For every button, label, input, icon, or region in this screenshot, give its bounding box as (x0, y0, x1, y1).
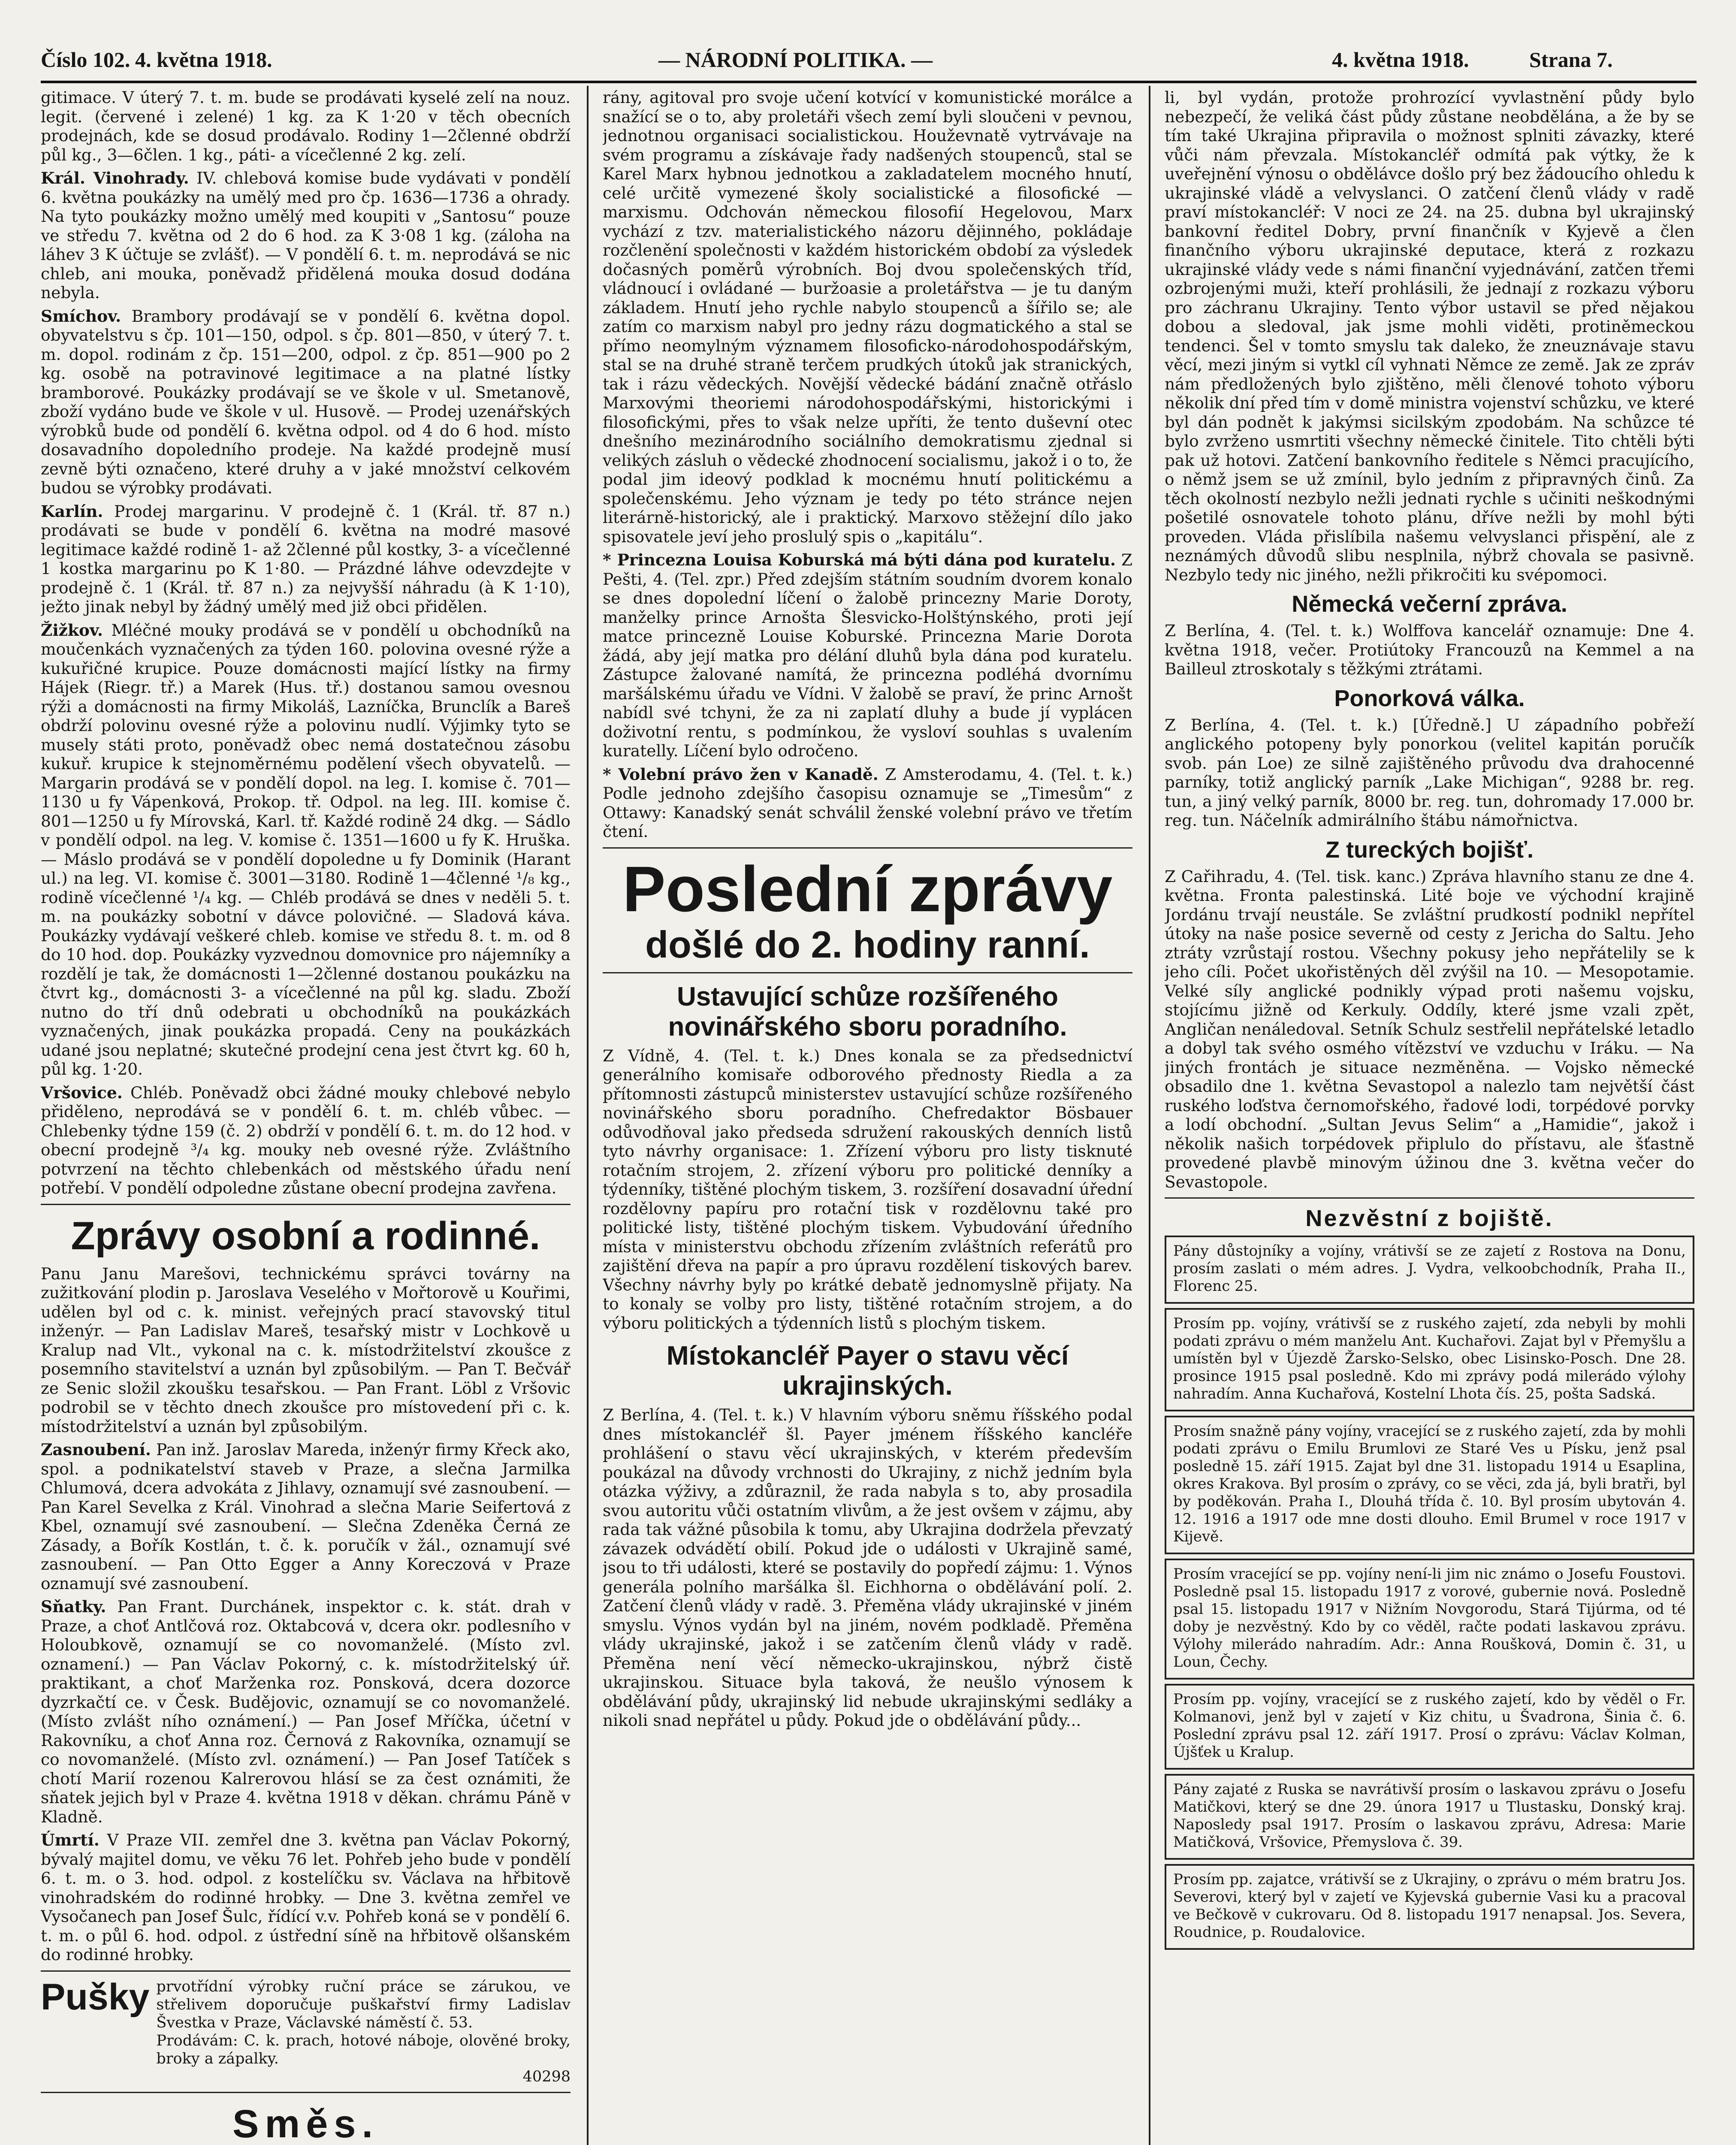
notice: Prosím pp. vojíny, vrátivší se z ruského zajetí, zda nebyli by mohli podati zprávu o mém manželu Ant. Kuchařovi. Zajat byl v Přemyšlu a umístěn byl v Újezdě Žarsko-Selsko, obec Lisinsko-Posch. Dne 28. prosince 1915 psal posledně. Kdo mi zprávy podá milerádo výlohy nahradím. Anna Kuchařová, Kostelní Lhota čís. 25, pošta Sadská. (1173, 1315, 1686, 1402)
article-paragraph: Z Berlína, 4. (Tel. t. k.) [Úředně.] U západního pobřeží anglického potopeny byly ponorkou (velitel kapitán poručík svob. pán Loe) ze silně zajištěného průvodu dva drahocenné parníky, totiž anglický parník „Lake Michigan“, 9288 br. reg. tun, a jiný velký parník, 8000 br. reg. tun, dohromady 17.000 br. reg. tun. Náčelník admirálního štábu námořnictva. (1165, 715, 1694, 830)
paragraph-lead: Smíchov. (41, 306, 121, 326)
article-paragraph: Z Berlína, 4. (Tel. t. k.) V hlavním výboru sněmu říšského podal dnes místokancléř šl. Payer jménem říšského kancléře prohlášení o stavu věcí ukrajinských, v kterém především poukázal na důvody vrchnosti do Ukrajiny, z nichž jedním byla otázka výživy, a zdůraznil, že rada nabyla s to, aby prosadila svou autoritu vůči ostatním vlivům, a že jest ovšem v zájmu, aby rada tak vážné působila k tomu, aby Ukrajina dodržela převzatý závazek odvádětí obilí. Pokud jde o události v Ukrajině samé, jsou to tři události, které se postavily do popředí zájmu: 1. Výnos generála polního maršálka šl. Eichhorna o obdělávání polí. 2. Zatčení členů vlády v radě. 3. Přeměna vlády ukrajinské v jiném smyslu. Výnos vydán byl na jiném, novém podkladě. Přeměna vlády ukrajinské, jakož i se zatčením členů vlády v radě. Přeměna není věcí německo-ukrajinskou, nýbrž čistě ukrajinskou. Situace byla taková, že neušlo výnosem k obdělávání půdy, ukrajinský lid nebude ukrajinskými sedláky a nikoli snad nepřátel u půdy. Pokud jde o obdělávání půdy... (603, 1405, 1132, 1730)
article-paragraph (41, 169, 571, 302)
column-divider-2 (1149, 86, 1150, 2145)
late-news-title: Poslední zprávy (622, 852, 1113, 925)
article-paragraph (41, 621, 571, 1079)
ad-line: prvotřídní výrobky ruční práce se zárukou, ve střelivem doporučuje puškařství firmy Ladislav Švestka v Praze, Václavské náměstí č. 53. (156, 1978, 571, 2031)
notice-box (1165, 1864, 1694, 1950)
section-heading-personal: Zprávy osobní a rodinné. (71, 1214, 540, 1258)
paragraph-lead: Žižkov. (41, 620, 103, 640)
article-paragraph: Panu Janu Marešovi, technickému správci továrny na zužitkování plodin p. Jaroslava Veselého v Mořtorově u Kouřimi, udělen byl od c. k. minist. veřejných prací stavovský titul inženýr. — Pan Ladislav Mareš, tesařský mistr v Lochkově u Kralup nad Vlt., vykonal na c. k. místodržitelství zkoušce z posemního stavitelství a uznán byl způsobilým. — Pan T. Bečvář ze Senic složil zkoušku tesařskou. — Pan Frant. Löbl z Vršovic podrobil se v těchto dnech zkoušce pro místovedení při c. k. místodržitelství a uznán byl způsobilým. (41, 1264, 571, 1436)
article-paragraph (41, 307, 571, 498)
ad-title: Pušky (41, 1976, 150, 2018)
paragraph-text: Z Pešti, 4. (Tel. zpr.) Před zdejším státním soudním dvorem konalo se dnes dopolední líčení o žalobě princezny Marie Doroty, manželky prince Arnošta Šlesvicko-Holštýnského, proti její matce princezně Louise Koburské. Princezna Marie Dorota žádá, aby její matka pro délání dluhů byla dána pod kuratelu. Zástupce žalované namítá, že princezna podléhá dvornímu maršálskému úřadu ve Vídni. V žalobě se praví, že princ Arnošt nabídl své tchyni, že za ni zaplatí dluhy a bude jí vyplácen doživotní rentu, s podmínkou, že vysloví souhlas s uvalením kuratelly. Líčení bylo odročeno. (603, 550, 1132, 760)
article-paragraph: li, byl vydán, protože prohrozící vyvlastnění půdy bylo nebezpečí, že veliká část půdy zůstane neobdělána, a že by se tím také Ukrajina připravila o možnost splniti závazky, které vůči nám převzala. Místokancléř odmítá pak výtky, že k uveřejnění výnosu o obdělávce došlo prý bez žádoucího ohledu k ukrajinské vládě a velvyslanci. O zatčení členů vlády v radě praví místokancléř: V noci ze 24. na 25. dubna byl ukrajinský bankovní ředitel Dobry, první finančník v Kyjevě a člen finančního výboru ukrajinské deputace, která z rozkazu ukrajinské vlády vede s námi finanční vyjednávání, zatčen třemi ozbrojenými muži, kteří prohlásili, že jednají z rozkazu výboru pro záchranu Ukrajiny. Tento výbor ustavil se před nějakou dobou a sledoval, jak jsme mohli viděti, protiněmeckou tendenci. Šel v tomto smyslu tak daleko, že zneuznávaje stavu věcí, mezi jiným si vytkl cíl vyhnati Němce ze země. Jak ze zpráv nám předložených bylo zjištěno, měli členové tohoto výboru několik dní před tím v domě ministra vojenství schůzku, ve které byl dán podnět k jakýmsi sicilským zpodobám. Na schůzce té bylo zvrženo usmrtiti všechny německé činitele. Tito chtěli býti pak už hotovi. Zatčení bankovního ředitele s Němci pracujícího, o němž jsem se už zmínil, bylo jedním z připravných činů. Za těch okolností nezbylo nežli jednati rychle s učiniti neškodnými pošetilé osnovatele tohoto plánu, dříve nežli by mohl býti proveden. Vláda přislíbila našemu velvyslanci přispění, ale z neznámých důvodů slibu nesplnila, nýbrž chovala se pasivně. Nezbylo tedy nic jiného, nežli přikročiti ku svépomoci. (1165, 88, 1694, 584)
article-heading: Německá večerní zpráva. (1292, 591, 1567, 617)
column-divider-1 (587, 86, 589, 2145)
late-news-subtitle: došlé do 2. hodiny ranní. (645, 923, 1090, 966)
notice: Prosím pp. vojíny, vracející se z ruského zajetí, kdo by věděl o Fr. Kolmanovi, jenž byl v zajetí v Kiz chitu, u Švadrona, Šinia č. 6. Poslední zprávu psal 12. září 1917. Prosí o zprávu: Václav Kolman, Újšťek u Kralup. (1173, 1691, 1686, 1761)
column-1 (41, 88, 571, 2145)
article-paragraph (603, 765, 1132, 841)
paragraph-lead: * Volební právo žen v Kanadě. (603, 764, 879, 784)
notice: Prosím snažně pány vojíny, vracející se z ruského zajetí, zda by mohli podati zprávu o Emilu Brumlovi ze Staré Ves u Písku, jenž psal posledně 15. září 1915. Zajat byl dne 31. listopadu 1914 u Esaplina, okres Krakova. Byl prosím o zprávy, co se věci, zda já, byli bratři, byl by poděkován. Praha I., Dlouhá třída č. 10. Byl prosím ubytován 4. 12. 1916 a 1917 ode mne dosti dlouho. Emil Brumel v roce 1917 v Kijevě. (1173, 1423, 1686, 1545)
paragraph-lead: Vršovice. (41, 1083, 123, 1102)
section-separator (603, 847, 1132, 849)
article-paragraph (41, 1597, 571, 1826)
section-separator (603, 972, 1132, 973)
section-heading-missing: Nezvěstní z bojiště. (1305, 1205, 1554, 1231)
section-separator (41, 2092, 571, 2093)
article-paragraph: rány, agitoval pro svoje učení kotvící v komunistické morálce a snažící se o to, aby proletáři všech zemí byli sloučeni v pevnou, jednotnou organisaci socialistickou. Houževnatě vytrvávaje na svém programu a získávaje řady nadšených stoupenců, stal se Karel Marx hybnou jednotkou a zakladatelem mocného hnutí, celé určitě vymezené školy socialistické a filosofické — marxismu. Odchován německou filosofií Hegelovou, Marx vychází z tzv. materialistického názoru dějinného, pokládaje rozčlenění společnosti v každém historickém období za výsledek dočasných poměrů výrobních. Boj dvou společenských tříd, vládnoucí i ovládané — buržoasie a proletářstva — je tu daným základem. Hnutí jeho rychle nabylo stoupenců a šířilo se; ale zatím co marxism nabyl pro jedny rázu dogmatického a stal se přímo neomylným významem filosoficko-národohospodářským, stal se na druhé straně terčem prudkých útoků jak stranických, tak i rázu vědeckých. Novější vědecké bádání značně otřáslo Marxovými theoriemi národohospodářskými, historickými i filosofickými, přes to však nelze upříti, že tento duševní otec dnešního mezinárodního sociálního demokratismu zjednal si velikých zásluh o vědecké zhodnocení socialismu, jakož i o to, že podal jim ideový podklad k mocnému hnutí politickému a společenskému. Jeho význam je tedy po této stránce nejen literárně-historický, ale i praktický. Marxovo stěžejní dílo jako spisovatele jeví jeho proslulý spis o „kapitálu“. (603, 88, 1132, 546)
column-2 (603, 88, 1132, 2145)
page-number: Strana 7. (1529, 48, 1613, 72)
paragraph-text: Brambory prodávají se v pondělí 6. května dopol. obyvatelstvu s čp. 101—150, odpol. s čp. 801—850, v úterý 7. t. m. dopol. rodinám z čp. 151—200, odpol. z čp. 851—900 po 2 kg. osobě na potravinové legitimace a na platné lístky bramborové. Poukázky prodávají se ve škole v ul. Smetanově, zboží vydáno bude ve škole v ul. Husově. — Prodej uzenářských výrobků bude od pondělí 6. května odpol. od 4 do 6 hod. místo dosavadního dopoledního prodeje. Na každé prodejně musí zevně býti označeno, které druhy a v jaké množství celkovém budou se výrobky prodávati. (41, 306, 571, 497)
article-paragraph (41, 1440, 571, 1593)
issue-number: Číslo 102. (41, 48, 130, 72)
paragraph-text: Pan Frant. Durchánek, inspektor c. k. stát. drah v Praze, a choť Antlčová roz. Oktabcová v, dcera okr. podlesního v Holoubkově, oznamují se co novomanželé. (Místo zvl. oznamení.) — Pan Václav Pokorný, c. k. místodržitelský úř. praktikant, a choť Marženka roz. Ponsková, dcera dozorce dyzrkačtí ce. v Česk. Budějovic, oznamují se co novomanželé. (Místo zvlášt ního oznámení.) — Pan Josef Mříčka, účetní v Rakovníku, a choť Anna roz. Černová z Rakovníka, oznamují se co novomanželé. (Místo zvl. oznámení.) — Pan Josef Tatíček s chotí Marií rozenou Kalrerovou hlásí se za čest oznámiti, že sňatek jejich byl v Praze 4. května 1918 v děkan. chrámu Páně v Kladně. (41, 1597, 571, 1826)
paragraph-lead: Sňatky. (41, 1597, 106, 1616)
notice-box (1165, 1236, 1694, 1304)
paragraph-lead: * Princezna Louisa Koburská má býti dána pod kuratelu. (603, 550, 1116, 569)
paragraph-text: Chléb. Poněvadž obci žádné mouky chlebové nebylo přiděleno, neprodává se v pondělí 6. t. m. chléb vůbec. — Chlebenky týdne 159 (č. 2) obdrží v pondělí 6. t. m. do 12 hod. v obecní prodejně ³/₄ kg. mouky neb ovesné rýže. Zvláštního potvrzení na těchto chlebenkách od městského úřadu není potřebí. V pondělí odpoledne zůstane obecní prodejna zavřena. (41, 1083, 571, 1197)
paragraph-text: IV. chlebová komise bude vydávati v pondělí 6. května poukázky na umělý med pro čp. 1636—1736 a ohrady. Na tyto poukázky možno umělý med koupiti v „Santosu“ pouze ve středu 7. května od 2 do 6 hod. za K 3·08 1 kg. (záloha na láhev 3 K účtuje se zvlášť). — V pondělí 6. t. m. neprodává se nic chleb, ani mouka, poněvadž přidělená mouka dosud dodána nebyla. (41, 169, 571, 302)
paragraph-text: Mléčné mouky prodává se v pondělí u obchodníků na moučenkách vyznačených za týden 160. polovina ovesné rýže a kukuřičné krupice. Pouze domácnosti mající lístky na firmy Hájek (Riegr. tř.) a Marek (Hus. tř.) dostanou samou ovesnou rýži a domácnosti na firmy Mikoláš, Lazníčka, Brunclík a Bareš obdrží polovinu ovesné rýže a polovinu nudlí. Výjimky tyto se musely státi proto, poněvadž obec nemá dostatečnou zásobu kukuř. krupice k stejnoměrnému podělení všech obyvatelů. — Margarin prodává se v pondělí dopol. na leg. I. komise č. 701—1130 u fy Vápenková, Prokop. tř. Odpol. na leg. III. komise č. 801—1250 u fy Mírovská, Karl. tř. Každé rodině 24 dkg. — Sádlo v pondělí odpol. na leg. V. komise č. 1351—1600 u fy K. Hruška. — Máslo prodává se v pondělí dopoledne u fy Dominik (Harant ul.) na leg. VI. komise č. 3001—3180. Rodině 1—4členné ¹/₈ kg., rodině vícečlenné ¹/₄ kg. — Chléb prodává se dnes v neděli 5. t. m. na poukázky sobotní v dávce polovičné. — Sladová káva. Poukázky vydávají veškeré chleb. komise ve středu 8. t. m. od 8 do 10 hod. dop. Poukázky vyzvednou domovnice pro nájemníky a rozdělí je tak, že domácnosti 1—2členné dostanou poukázku na čtvrt kg., domácnosti 3- a vícečlenné na půl kg. sladu. Zboží nutno do tří dnů odebrati u obchodníků na poukázkách vyznačených, jinak poukázka propadá. Ceny na poukázkách udané jsou neplatné; skutečné prodejní cena jest čtvrt kg. 60 h, půl kg. 1·20. (41, 620, 571, 1079)
paragraph-lead: Úmrtí. (41, 1831, 100, 1849)
notice-box (1165, 1308, 1694, 1411)
page-header (41, 47, 1697, 77)
masthead-title: — NÁRODNÍ POLITIKA. — (658, 48, 933, 72)
article-heading: Z tureckých bojišť. (1325, 837, 1534, 863)
advertisement (41, 1978, 571, 2086)
article-paragraph (41, 1083, 571, 1198)
notice-box (1165, 1774, 1694, 1860)
notice-box (1165, 1559, 1694, 1680)
section-separator (1165, 1197, 1694, 1199)
ad-line: Prodávám: C. k. prach, hotové náboje, olověné broky, broky a zápalky. (156, 2032, 571, 2067)
paragraph-lead: Král. Vinohrady. (41, 169, 189, 187)
section-heading-misc: Směs. (232, 2102, 379, 2145)
article-paragraph: Z Vídně, 4. (Tel. t. k.) Dnes konala se za předsednictví generálního komisaře odborového přednosty Riedla a za přítomnosti zástupců ministerstev ustavující schůze rozšířeného novinářského sboru poradního. Chefredaktor Bösbauer odůvodňoval jako předseda sdružení rakouských denních listů tyto návrhy organisace: 1. Zřízení výboru pro listy tisknuté rotačním strojem, 2. zřízení výboru pro politické denníky a týdenníky, tištěné plochým tiskem, 3. rozšíření dosavadní úřední rozdělovny papíru pro rotační tisk v rozdělovnu také pro politické listy, tištěné plochým tiskem. Vybudování úředního místa v ministerstvu obchodu zřízením zvláštních referátů pro zajištění dřeva na papír a pro úpravu rozdělení tiskových barev. Všechny návrhy byly po krátké debatě jednomyslně přijaty. Na to konaly se volby pro listy, tištěné rotačním strojem, a do výboru politických a týdenních listů s plochým tiskem. (603, 1046, 1132, 1332)
paragraph-text: V Praze VII. zemřel dne 3. května pan Václav Pokorný, bývalý majitel domu, ve věku 76 let. Pohřeb jeho bude v pondělí 6. t. m. o 3. hod. odpol. z kostelíčku sv. Václava na hřbitově vinohradském do rodinné hrobky. — Dne 3. května zemřel ve Vysočanech pan Josef Šulc, řídící v.v. Pohřeb koná se v pondělí 6. t. m. o půl 6. hod. odpol. z ústřední síně na hřbitově olšanském do rodinné hrobky. (41, 1831, 571, 1964)
date-right: 4. května 1918. (1332, 48, 1469, 72)
paragraph-text: Prodej margarinu. V prodejně č. 1 (Král. tř. 87 n.) prodávati se bude v pondělí 6. května na modré masové legitimace každé rodině 1- až 2členné půl kostky, 3- a vícečlenné 1 kostka margarinu po K 1·80. — Prázdné láhve odevzdejte v prodejně č. 1 (Král. tř. 87 n.) za nejvyšší náhradu (à K 1·10), ježto jinak nebyl by žádný umělý med již obci přidělen. (41, 502, 571, 616)
paragraph-lead: Zasnoubení. (41, 1440, 151, 1459)
article-paragraph (603, 550, 1132, 761)
paragraph-lead: Karlín. (41, 502, 103, 521)
issue-date: 4. května 1918. (135, 48, 272, 72)
ad-number: 40298 (522, 2068, 571, 2085)
article-paragraph: gitimace. V úterý 7. t. m. bude se prodávati kyselé zelí na nouz. legit. (červené i zelené) 1 kg. za K 1·20 v těch obecních prodejnách, kde se dosud prodávalo. Rodiny 1—2členné obdrží půl kg., 3—6člen. 1 kg., páti- a vícečlenné 2 kg. zelí. (41, 88, 571, 164)
article-heading: Ustavující schůze rozšířeného novinářského sboru poradního. (668, 982, 1067, 1042)
article-heading: Místokancléř Payer o stavu věcí ukrajinských. (666, 1341, 1069, 1401)
column-3 (1165, 88, 1694, 2145)
notice: Prosím pp. zajatce, vrátivší se z Ukrajiny, o zprávu o mém bratru Jos. Severovi, který byl v zajetí ve Kyjevská gubernie Vasi ku a pracoval ve Bečkově v cukrovaru. Od 8. listopadu 1917 nenapsal. Jos. Severa, Roudnice, p. Roudalovice. (1173, 1871, 1686, 1941)
paragraph-text: Pan inž. Jaroslav Mareda, inženýr firmy Křeck ako, spol. a podnikatelství staveb v Praze, a slečna Jarmilka Chlumová, dcera advokáta z Jihlavy, oznamují své zasnoubení. — Pan Karel Sevelka z Král. Vinohrad a slečna Marie Seifertová z Kbel, oznamují své zasnoubení. — Slečna Zdeněka Černá ze Zásady, a Bořík Kostlán, t. č. k. poručík v žál., oznamují své zasnoubení. — Pan Otto Egger a Anny Koreczová v Praze oznamují své zasnoubení. (41, 1440, 571, 1593)
article-paragraph (41, 502, 571, 616)
notice-box (1165, 1416, 1694, 1554)
article-paragraph: Z Berlína, 4. (Tel. t. k.) Wolffova kancelář oznamuje: Dne 4. května 1918, večer. Protiútoky Francouzů na Kemmel a na Bailleul ztroskotaly s těžkými ztrátami. (1165, 621, 1694, 678)
notice: Pány důstojníky a vojíny, vrátivší se ze zajetí z Rostova na Donu, prosím zaslati o mém adres. J. Vydra, velkoobchodník, Praha II., Florenc 25. (1173, 1242, 1686, 1295)
section-separator (41, 1970, 571, 1972)
ad-text (156, 1978, 571, 2086)
article-paragraph: Z Cařihradu, 4. (Tel. tisk. kanc.) Zpráva hlavního stanu ze dne 4. května. Fronta palestinská. Lité boje ve východní krajině Jordánu trvají neustále. Se zvláštní prudkostí podnikl nepřítel útoky na naše posice severně od cesty z Jericha do Saltu. Jeho ztráty vzrůstají rostou. Všechny pokusy jeho nepřátelily se k jeho cíli. Počet ukořistěných děl zvýšil na 10. — Mesopotamie. Velké síly anglické podnikly výpad proti našemu vojsku, stojícímu jižně od Kerkuly. Oddíly, které jsme vzali zpět, Angličan nenáledoval. Setník Schulz sestřelil nepřátelské letadlo a dobyl tak svého osmého vítězství ve vzduchu v Iráku. — Na jiných frontách je situace nezměněna. — Vojsko německé obsadilo dne 1. května Sevastopol a nalezlo tam největší část ruského loďstva černomořského, řadové lodi, torpédové porvky a lodí obchodní. „Sultan Jevus Selim“ a „Hamidie“, jakož i několik našich torpédovek připlulo do přístavu, ale šťastně provedené plavbě minovým úžinou dne 3. května večer do Sevastopole. (1165, 867, 1694, 1191)
notice: Pány zajaté z Ruska se navrátivší prosím o laskavou zprávu o Josefu Matičkovi, který se dne 29. února 1917 u Tlustasku, Donský kraj. Naposledy psal 1917. Prosím o laskavou zprávu, Adresa: Marie Matičková, Vršovice, Přemyslova č. 39. (1173, 1781, 1686, 1851)
notice: Prosím vracející se pp. vojíny není-li jim nic známo o Josefu Foustovi. Posledně psal 15. listopadu 1917 z vorové, gubernie nová. Posledně psal 15. listopadu 1917 v Nižním Novgorodu, Stará Tijúrma, od té doby je nezvěstný. Kdo by co věděl, račte podati laskavou zprávu. Výlohy milerádo nahradím. Adr.: Anna Roušková, Domin č. 31, u Loun, Čechy. (1173, 1565, 1686, 1671)
late-news-banner (603, 852, 1132, 966)
article-heading: Ponorková válka. (1334, 685, 1525, 711)
section-separator (41, 1204, 571, 1205)
article-paragraph (41, 1831, 571, 1964)
paragraph-text: Z Amsterodamu, 4. (Tel. t. k.) Podle jednoho zdejšího časopisu oznamuje se „Timesům“ z Ottawy: Kanadský senát schválil ženské volební právo ve třetím čtení. (603, 764, 1132, 841)
header-rule (41, 81, 1697, 83)
notice-box (1165, 1684, 1694, 1770)
